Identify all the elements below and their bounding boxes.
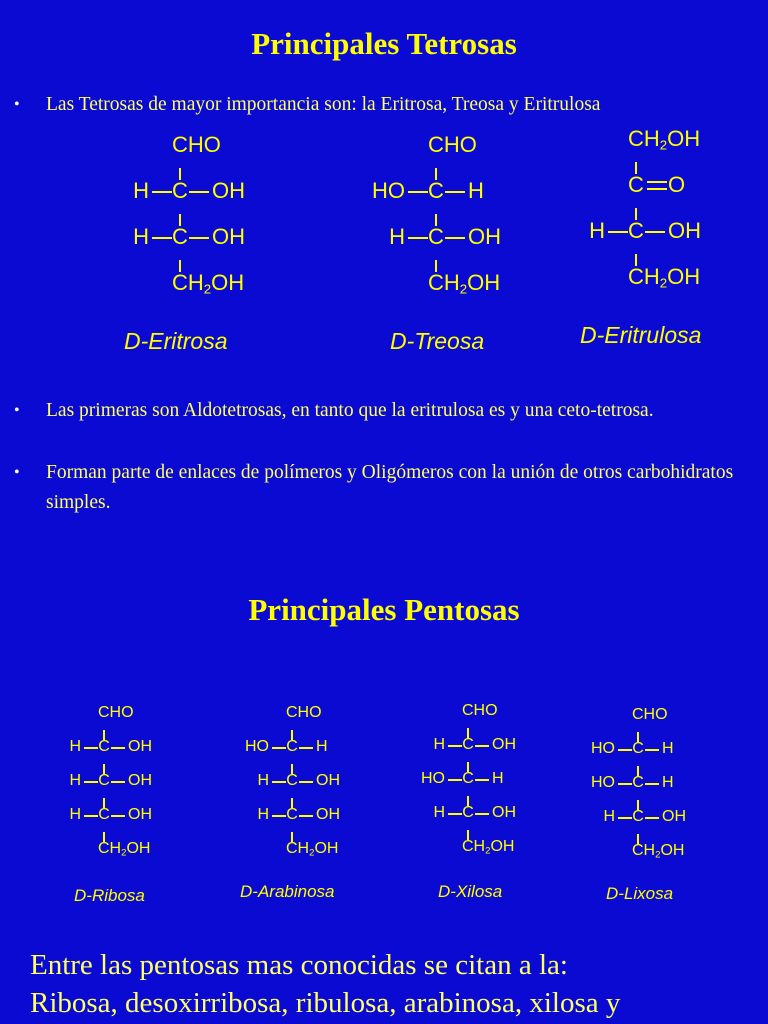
carbon-atom: C — [428, 178, 444, 203]
group-bottom: $CH_2OH$ — [462, 838, 515, 857]
bond-line — [299, 781, 313, 783]
molecule-name: D-Eritrulosa — [580, 322, 702, 348]
substituent-right: OH — [468, 224, 501, 249]
substituent-right: H — [468, 178, 484, 203]
carbon-atom: C — [632, 774, 644, 791]
title-pentosas: Principales Pentosas — [248, 592, 520, 627]
molecule-name: D-Ribosa — [74, 886, 145, 905]
bullet-polimeros-text: Forman parte de enlaces de polímeros y Oligómeros con la unión de otros carbohidratos simples. — [46, 462, 734, 513]
group-top: $CH_2OH$ — [628, 126, 701, 153]
substituent-left: H — [589, 218, 605, 243]
carbon-atom: C — [286, 738, 298, 755]
substituent-left: HO — [245, 738, 269, 755]
substituent-right: OH — [668, 218, 701, 243]
bond-line — [645, 817, 659, 819]
carbon-atom: C — [98, 772, 110, 789]
molecule-d-eritrosa — [118, 132, 298, 302]
substituent-left: HO — [591, 740, 615, 757]
bullet-intro-text: Las Tetrosas de mayor importancia son: la Eritrosa, Treosa y Eritrulosa — [46, 94, 601, 115]
group-bottom: $CH_2OH$ — [632, 842, 685, 861]
molecule-d-lixosa — [580, 706, 710, 866]
bond-line — [272, 781, 286, 783]
bond-line — [272, 815, 286, 817]
substituent-left: H — [433, 736, 445, 753]
substituent-right: OH — [212, 178, 245, 203]
bond-line — [272, 747, 286, 749]
carbon-atom: C — [286, 772, 298, 789]
carbon-atom: C — [462, 770, 474, 787]
group-top: CHO — [98, 704, 134, 721]
bond-line — [618, 817, 632, 819]
bond-line — [84, 815, 98, 817]
group-top: CHO — [172, 132, 221, 157]
substituent-right: OH — [316, 806, 340, 823]
substituent-right: H — [662, 774, 674, 791]
substituent-right: OH — [662, 808, 686, 825]
substituent-left: H — [69, 738, 81, 755]
substituent-left: HO — [421, 770, 445, 787]
bullet-aldotetrosas-text: Las primeras son Aldotetrosas, en tanto que la eritrulosa es y una ceto-tetrosa. — [46, 400, 654, 421]
substituent-left: H — [603, 808, 615, 825]
substituent-left: H — [133, 178, 149, 203]
group-bottom: $CH_2OH$ — [628, 264, 701, 291]
bond-line — [189, 237, 209, 239]
bond-line — [111, 781, 125, 783]
bond-line — [299, 747, 313, 749]
bond-line — [647, 188, 667, 190]
substituent-left: H — [69, 772, 81, 789]
group-top: CHO — [428, 132, 477, 157]
bond-line — [189, 191, 209, 193]
substituent-right: H — [316, 738, 328, 755]
bond-line — [299, 815, 313, 817]
group-bottom: $CH_2OH$ — [172, 270, 245, 297]
substituent-right: OH — [128, 806, 152, 823]
bond-line — [111, 815, 125, 817]
carbon-atom: C — [428, 224, 444, 249]
footer-line-2: Ribosa, desoxirribosa, ribulosa, arabinosa, xilosa y — [30, 987, 621, 1019]
bond-line — [152, 237, 172, 239]
substituent-left: H — [257, 806, 269, 823]
substituent-left: H — [69, 806, 81, 823]
bond-line — [445, 237, 465, 239]
molecule-name: D-Eritrosa — [124, 328, 228, 354]
substituent-left: H — [257, 772, 269, 789]
bond-line — [618, 749, 632, 751]
molecule-name: D-Xilosa — [438, 882, 503, 901]
substituent-left: HO — [591, 774, 615, 791]
substituent-right: OH — [316, 772, 340, 789]
carbon-atom: C — [172, 224, 188, 249]
substituent-left: HO — [372, 178, 405, 203]
bond-line — [408, 191, 428, 193]
bond-line — [152, 191, 172, 193]
bond-line — [475, 813, 489, 815]
molecule-name: D-Treosa — [390, 328, 485, 354]
group-bottom: $CH_2OH$ — [286, 840, 339, 859]
carbon-atom: C — [462, 804, 474, 821]
substituent-left: H — [389, 224, 405, 249]
substituent-right: OH — [128, 738, 152, 755]
bond-line — [618, 783, 632, 785]
bond-line — [647, 181, 667, 183]
group-bottom: $CH_2OH$ — [98, 840, 151, 859]
substituent-right: H — [492, 770, 504, 787]
carbon-atom: C — [98, 738, 110, 755]
carbon-atom: C — [628, 218, 644, 243]
bullet-dot-icon: • — [14, 402, 20, 419]
bullet-dot-icon: • — [14, 96, 20, 113]
bond-line — [645, 749, 659, 751]
bond-line — [645, 783, 659, 785]
bond-line — [448, 813, 462, 815]
carbon-atom: C — [98, 806, 110, 823]
bond-line — [608, 231, 628, 233]
bond-line — [475, 745, 489, 747]
bond-line — [111, 747, 125, 749]
bond-line — [645, 231, 665, 233]
carbon-atom: C — [462, 736, 474, 753]
molecule-d-treosa — [354, 132, 534, 302]
bullet-dot-icon: • — [14, 464, 20, 481]
molecule-d-xilosa — [410, 702, 540, 862]
substituent-right: O — [668, 172, 686, 197]
molecule-d-ribosa — [60, 704, 190, 864]
molecule-name: D-Lixosa — [606, 884, 674, 903]
substituent-right: H — [662, 740, 674, 757]
molecule-name: D-Arabinosa — [240, 882, 335, 901]
molecule-d-eritrulosa — [576, 126, 756, 306]
carbon-atom: C — [632, 808, 644, 825]
carbon-atom: C — [172, 178, 188, 203]
substituent-right: OH — [492, 736, 516, 753]
bond-line — [448, 745, 462, 747]
carbon-atom: C — [632, 740, 644, 757]
footer-line-1: Entre las pentosas mas conocidas se citan a la: — [30, 949, 568, 981]
bond-line — [84, 781, 98, 783]
group-top: CHO — [462, 702, 498, 719]
carbon-atom: C — [628, 172, 644, 197]
bond-line — [448, 779, 462, 781]
title-tetrosas: Principales Tetrosas — [251, 26, 517, 61]
substituent-left: H — [433, 804, 445, 821]
bond-line — [408, 237, 428, 239]
bond-line — [475, 779, 489, 781]
group-top: CHO — [632, 706, 668, 723]
group-bottom: $CH_2OH$ — [428, 270, 501, 297]
substituent-right: OH — [492, 804, 516, 821]
substituent-right: OH — [128, 772, 152, 789]
molecule-d-arabinosa — [234, 704, 364, 864]
bond-line — [445, 191, 465, 193]
substituent-left: H — [133, 224, 149, 249]
bond-line — [84, 747, 98, 749]
substituent-right: OH — [212, 224, 245, 249]
carbon-atom: C — [286, 806, 298, 823]
group-top: CHO — [286, 704, 322, 721]
